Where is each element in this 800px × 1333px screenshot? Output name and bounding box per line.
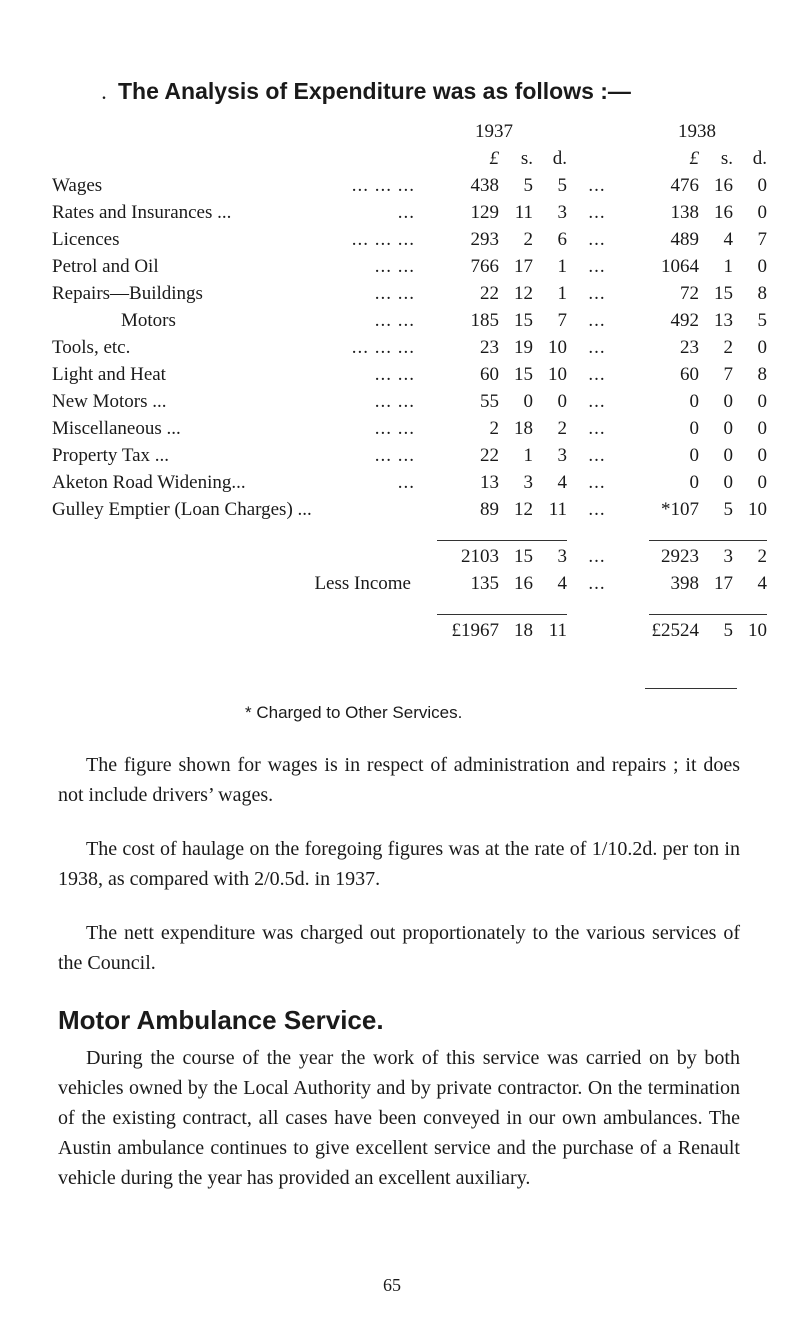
separator-dots: ...: [588, 175, 606, 196]
pence-1937: 11: [548, 620, 567, 641]
pounds-1938: 0: [689, 391, 699, 412]
pence-1937: 10: [548, 364, 567, 385]
shillings-1937: 12: [514, 499, 533, 520]
shillings-1938: 15: [714, 283, 733, 304]
shillings-1938: 1: [723, 256, 733, 277]
pounds-1937: 55: [480, 391, 499, 412]
separator-dots: ...: [588, 499, 606, 520]
row-label-text: New Motors ...: [52, 391, 167, 412]
pounds-1937: 13: [480, 472, 499, 493]
row-label-text: Tools, etc.: [52, 337, 131, 358]
pence-1938: 8: [757, 364, 767, 385]
row-label: [52, 442, 421, 469]
table-row: [52, 307, 767, 334]
pence-1938: 10: [748, 620, 767, 641]
pounds-1938: 476: [670, 175, 699, 196]
pence-1938: 0: [757, 175, 767, 196]
row-label: [52, 469, 421, 496]
separator-dots: ...: [588, 418, 606, 439]
shillings-1937: 3: [523, 472, 533, 493]
shillings-1938: 0: [723, 472, 733, 493]
table-row: [52, 442, 767, 469]
leader-dots: ... ... ...: [351, 175, 415, 196]
leader-dots: ... ... ...: [351, 229, 415, 250]
table-row: [52, 280, 767, 307]
pence-1937: 2: [557, 418, 567, 439]
pence-1937: 4: [557, 472, 567, 493]
leader-dots: ... ...: [374, 418, 415, 439]
pounds-1937: 293: [470, 229, 499, 250]
shillings-1937: 0: [523, 391, 533, 412]
expenditure-table: [52, 118, 767, 644]
pence-1937: 7: [557, 310, 567, 331]
paragraph-ambulance: During the course of the year the work of this service was carried on by both vehicles owned by the Local Authority and by private contractor. On the termination of the existing contract, all cases have been conveyed in our own ambulances. The Austin ambulance continues to give excellent service and the purchase of a Renault vehicle during the year has provided an excellent auxiliary.: [58, 1047, 740, 1189]
shillings-1938: 5: [723, 499, 733, 520]
page-heading: The Analysis of Expenditure was as follows :—: [118, 78, 631, 104]
separator-dots: ...: [588, 256, 606, 277]
leader-dots: ... ...: [374, 364, 415, 385]
row-label: [52, 361, 421, 388]
leader-dots: ... ... ...: [351, 337, 415, 358]
pounds-1938: 0: [689, 445, 699, 466]
table-row: [52, 496, 767, 523]
shillings-1938: 16: [714, 175, 733, 196]
shillings-1937: 16: [514, 573, 533, 594]
row-label-text: Licences: [52, 229, 120, 250]
pounds-1938: 489: [670, 229, 699, 250]
section-heading: Motor Ambulance Service.: [58, 1005, 384, 1035]
paragraph-haulage: The cost of haulage on the foregoing figures was at the rate of 1/10.2d. per ton in 1938, as compared with 2/0.5d. in 1937.: [58, 838, 740, 890]
table-row: [52, 172, 767, 199]
shillings-1938: 0: [723, 445, 733, 466]
pence-1937: 1: [557, 256, 567, 277]
row-label-text: Petrol and Oil: [52, 256, 159, 277]
pence-1937: 10: [548, 337, 567, 358]
row-label-text: Motors: [121, 310, 176, 331]
separator-dots: ...: [588, 472, 606, 493]
leader-dots: ... ...: [374, 283, 415, 304]
pence-1937: 3: [557, 445, 567, 466]
unit-d-1937: d.: [552, 148, 567, 169]
unit-pound-1937: £: [489, 148, 499, 169]
table-row: [52, 226, 767, 253]
unit-s-1938: s.: [720, 148, 733, 169]
pounds-1937: 23: [480, 337, 499, 358]
pence-1938: 7: [757, 229, 767, 250]
row-label-text: Property Tax ...: [52, 445, 170, 466]
separator-dots: ...: [588, 391, 606, 412]
pence-1937: 3: [557, 546, 567, 567]
table-row: [52, 253, 767, 280]
row-label: [52, 334, 421, 361]
unit-pound-1938: £: [689, 148, 699, 169]
table-row: [52, 334, 767, 361]
shillings-1937: 11: [514, 202, 533, 223]
pence-1937: 0: [557, 391, 567, 412]
table-row: [52, 469, 767, 496]
pence-1938: 5: [757, 310, 767, 331]
paragraph-nett-expenditure: The nett expenditure was charged out proportionately to the various services of the Council.: [58, 922, 740, 974]
shillings-1937: 5: [523, 175, 533, 196]
pence-1937: 11: [548, 499, 567, 520]
row-label-text: Gulley Emptier (Loan Charges) ...: [52, 499, 312, 520]
pounds-1938: 0: [689, 418, 699, 439]
row-label-text: Rates and Insurances ...: [52, 202, 232, 223]
pence-1938: 0: [757, 337, 767, 358]
pence-1938: 10: [748, 499, 767, 520]
pence-1937: 5: [557, 175, 567, 196]
shillings-1937: 1: [523, 445, 533, 466]
row-label: [52, 496, 421, 523]
shillings-1938: 5: [723, 620, 733, 641]
row-label-text: Repairs—Buildings: [52, 283, 203, 304]
leader-dots: ... ...: [374, 445, 415, 466]
leader-dots: ... ...: [374, 391, 415, 412]
pounds-1937: 89: [480, 499, 499, 520]
row-label: [52, 415, 421, 442]
less-income-row: [52, 570, 767, 597]
pence-1938: 0: [757, 472, 767, 493]
shillings-1937: 18: [514, 620, 533, 641]
spacer-row: [52, 523, 767, 537]
shillings-1937: 17: [514, 256, 533, 277]
pounds-1937: 22: [480, 445, 499, 466]
separator-dots: [567, 617, 627, 644]
row-label-text: Aketon Road Widening...: [52, 472, 246, 493]
shillings-1938: 0: [723, 391, 733, 412]
row-label: [52, 388, 421, 415]
separator-dots: ...: [588, 229, 606, 250]
shillings-1938: 17: [714, 573, 733, 594]
footnote: * Charged to Other Services.: [245, 703, 463, 722]
shillings-1938: 7: [723, 364, 733, 385]
pounds-1938: 1064: [661, 256, 699, 277]
pounds-1937: 766: [470, 256, 499, 277]
shillings-1937: 19: [514, 337, 533, 358]
pounds-1937: 135: [470, 573, 499, 594]
subtotal-row: [52, 543, 767, 570]
pence-1938: 8: [757, 283, 767, 304]
shillings-1937: 15: [514, 546, 533, 567]
pence-1938: 0: [757, 418, 767, 439]
pounds-1938: 23: [680, 337, 699, 358]
separator-dots: ...: [588, 202, 606, 223]
separator-dots: ...: [588, 364, 606, 385]
shillings-1937: 2: [523, 229, 533, 250]
shillings-1937: 15: [514, 364, 533, 385]
pounds-1938: 398: [670, 573, 699, 594]
paragraph-wages: The figure shown for wages is in respect of administration and repairs ; it does not include drivers’ wages.: [58, 754, 740, 806]
pounds-1937: 2103: [461, 546, 499, 567]
row-label-text: Wages: [52, 175, 103, 196]
bullet-mark: .: [102, 86, 106, 103]
leader-dots: ... ...: [374, 256, 415, 277]
pounds-1937: £1967: [451, 620, 499, 641]
page-number: 65: [383, 1275, 401, 1295]
shillings-1938: 16: [714, 202, 733, 223]
row-label: [52, 172, 421, 199]
pounds-1938: 492: [670, 310, 699, 331]
sum-rule: [649, 540, 767, 541]
row-label: [52, 280, 421, 307]
row-label: [52, 617, 421, 644]
table-row: [52, 361, 767, 388]
pence-1938: 0: [757, 256, 767, 277]
leader-dots: ... ...: [374, 310, 415, 331]
row-label: [52, 199, 421, 226]
unit-s-1937: s.: [520, 148, 533, 169]
pence-1937: 1: [557, 283, 567, 304]
pence-1938: 0: [757, 445, 767, 466]
shillings-1938: 2: [723, 337, 733, 358]
shillings-1938: 4: [723, 229, 733, 250]
shillings-1937: 15: [514, 310, 533, 331]
table-row: [52, 388, 767, 415]
year-1937: 1937: [475, 121, 513, 142]
row-label: [52, 253, 421, 280]
row-label: [52, 226, 421, 253]
pounds-1937: 438: [470, 175, 499, 196]
pence-1938: 0: [757, 391, 767, 412]
row-label-text: Miscellaneous ...: [52, 418, 181, 439]
pounds-1937: 22: [480, 283, 499, 304]
pence-1937: 3: [557, 202, 567, 223]
unit-d-1938: d.: [752, 148, 767, 169]
pounds-1938: *107: [661, 499, 699, 520]
pounds-1937: 185: [470, 310, 499, 331]
leader-dots: ...: [397, 472, 415, 493]
year-1938: 1938: [678, 121, 716, 142]
sum-rule: [437, 614, 567, 615]
spacer-row: [52, 597, 767, 611]
sum-rule: [437, 540, 567, 541]
pence-1938: 4: [757, 573, 767, 594]
pounds-1937: 2: [489, 418, 499, 439]
sum-rule: [649, 614, 767, 615]
pounds-1938: 0: [689, 472, 699, 493]
shillings-1938: 13: [714, 310, 733, 331]
total-row: [52, 617, 767, 644]
pence-1938: 0: [757, 202, 767, 223]
pence-1937: 4: [557, 573, 567, 594]
pounds-1937: 60: [480, 364, 499, 385]
pounds-1938: 2923: [661, 546, 699, 567]
shillings-1938: 0: [723, 418, 733, 439]
separator-dots: ...: [588, 573, 606, 594]
shillings-1938: 3: [723, 546, 733, 567]
row-label-text: Light and Heat: [52, 364, 166, 385]
pence-1937: 6: [557, 229, 567, 250]
separator-dots: ...: [588, 337, 606, 358]
shillings-1937: 12: [514, 283, 533, 304]
pounds-1938: 60: [680, 364, 699, 385]
separator-dots: ...: [588, 310, 606, 331]
footnote-rule: [645, 688, 737, 689]
row-label: Less Income: [314, 573, 411, 594]
pounds-1938: 138: [670, 202, 699, 223]
pounds-1937: 129: [470, 202, 499, 223]
shillings-1937: 18: [514, 418, 533, 439]
row-label: [52, 307, 421, 334]
pounds-1938: 72: [680, 283, 699, 304]
pence-1938: 2: [757, 546, 767, 567]
separator-dots: ...: [588, 283, 606, 304]
table-row: [52, 199, 767, 226]
unit-header-row: [52, 145, 767, 172]
leader-dots: ...: [397, 202, 415, 223]
row-label: [52, 543, 421, 570]
year-header-row: [52, 118, 767, 145]
separator-dots: ...: [588, 546, 606, 567]
pounds-1938: £2524: [651, 620, 699, 641]
table-row: [52, 415, 767, 442]
separator-dots: ...: [588, 445, 606, 466]
